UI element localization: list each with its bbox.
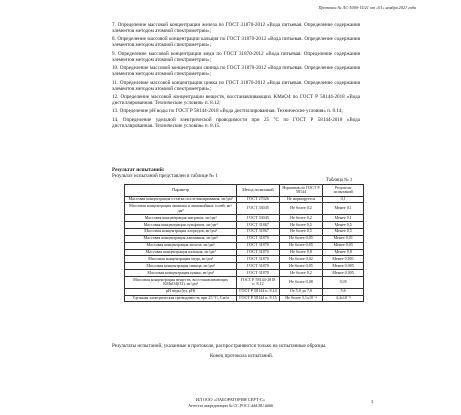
cell-method: ГОСТ 31870 xyxy=(237,242,279,249)
table-caption: Таблица № 1 xyxy=(326,178,353,183)
table-row xyxy=(125,196,364,203)
cell-result: Менее 0,1 xyxy=(323,215,364,222)
cell-norm: Не более 0,5 xyxy=(279,228,323,235)
cell-method: ГОСТ 31867 xyxy=(237,228,279,235)
cell-parameter: Массовая концентрация свинца, мг/дм³ xyxy=(125,263,237,270)
cell-norm: Не более 0,2 xyxy=(279,203,323,215)
header-parameter: Параметр xyxy=(125,185,237,197)
cell-parameter: Удельная электрическая проводимость при 25 °С, См/м xyxy=(125,295,237,302)
table-header-row xyxy=(125,185,364,197)
cell-norm: Не более 0,8 xyxy=(279,249,323,256)
method-item: 11. Определение массовой концентрации цинка по ГОСТ 31870-2012 «Вода питьевая. Определение содержания элементов методом атомной спектрометрии»; xyxy=(112,79,360,92)
table-row xyxy=(125,235,364,242)
results-table xyxy=(124,184,364,302)
cell-parameter: Массовая концентрация алюминия, мг/дм³ xyxy=(125,235,237,242)
table-row xyxy=(125,242,364,249)
method-item: 10. Определение массовой концентрации свинца по ГОСТ 31870-2012 «Вода питьевая. Определение содержания элементов методом атомной спектрометрии»; xyxy=(112,65,360,78)
header-method: Метод испытаний xyxy=(237,185,279,197)
cell-parameter: Массовая концентрация сульфатов, мг/дм³ xyxy=(125,221,237,228)
cell-parameter: Массовая концентрация кальция, мг/дм³ xyxy=(125,249,237,256)
table-row xyxy=(125,295,364,302)
results-subtitle: Результат испытаний представлен в таблице № 1 xyxy=(112,173,218,179)
table-row xyxy=(125,263,364,270)
accreditation-footer: Аттестат аккредитации № СС.РОСС.###.RU.#### xyxy=(188,403,273,408)
cell-method: ГОСТ 33045 xyxy=(237,215,279,222)
cell-parameter: Массовая концентрация хлоридов, мг/дм³ xyxy=(125,228,237,235)
table-row xyxy=(125,203,364,215)
cell-parameter: Массовая концентрация остатка после выпаривания, мг/дм³ xyxy=(125,196,237,203)
cell-norm: Не более 0,05 xyxy=(279,235,323,242)
end-of-protocol: Конец протокола испытаний. xyxy=(210,353,274,359)
table-row xyxy=(125,215,364,222)
cell-result: Менее 0,005 xyxy=(323,270,364,277)
cell-norm: От 5,0 до 7,0 xyxy=(279,288,323,295)
cell-norm: Не более 0,2 xyxy=(279,215,323,222)
cell-parameter: Массовая концентрация нитратов, мг/дм³ xyxy=(125,215,237,222)
cell-norm: Не более 0,2 xyxy=(279,270,323,277)
cell-parameter: Массовая концентрация веществ, восстанавливающих KMnO4(O2), мг/дм³ xyxy=(125,277,237,289)
lab-name-footer: ИЛ ООО «ЛАБОРАТОРИЯ СЕРТ-С» xyxy=(195,397,266,402)
method-item: 7. Определение массовой концентрации железа по ГОСТ 31870-2012 «Вода питьевая. Определение содержания элементов методом атомной спектрометрии»; xyxy=(112,22,360,35)
cell-norm: Не более 0,5 xyxy=(279,221,323,228)
cell-result: 5,6 xyxy=(323,288,364,295)
results-disclaimer: Результаты испытаний, указанные в протоколе, распространяются только на испытанные образцы. xyxy=(112,343,327,349)
cell-method: ГОСТ Р 58144-2018 п. 8.12 xyxy=(237,277,279,289)
cell-norm: Не более 0,08 xyxy=(279,277,323,289)
table-row xyxy=(125,221,364,228)
cell-parameter: pH воды (ед. pH) xyxy=(125,288,237,295)
cell-method: ГОСТ 33045 xyxy=(237,203,279,215)
cell-method: ГОСТ 27026 xyxy=(237,196,279,203)
cell-result: Менее 0,5 xyxy=(323,221,364,228)
cell-result: 4,4х10⁻⁴ xyxy=(323,295,364,302)
results-title: Результат испытаний: xyxy=(112,167,165,173)
cell-parameter: Массовая концентрация аммиака и аммонийных солей, мг/дм³ xyxy=(125,203,237,215)
method-item: 13. Определение pH воды по ГОСТ Р 58144-2018 «Вода дистиллированная. Технические условия» п. 8.14; xyxy=(112,108,343,115)
cell-norm: Не более 0,02 xyxy=(279,256,323,263)
method-item: 14. Определение удельной электрической проводимости при 25 °С по ГОСТ Р 58144-2018 «Вода дистиллированная. Технические условия» п. 8.15. xyxy=(112,116,360,129)
table-row xyxy=(125,288,364,295)
cell-result: Менее 0,1 xyxy=(323,203,364,215)
cell-parameter: Массовая концентрация цинка, мг/дм³ xyxy=(125,270,237,277)
method-item: 9. Определение массовой концентрации меди по ГОСТ 31870-2012 «Вода питьевая. Определение содержания элементов методом атомной спектрометрии»; xyxy=(112,50,360,63)
method-item: 8. Определение массовой концентрации кальция по ГОСТ 31870-2012 «Вода питьевая. Определение содержания элементов методом атомной спектрометрии»; xyxy=(112,36,360,49)
header-norm: Норматив по ГОСТ Р 58144 xyxy=(279,185,323,197)
cell-result: Менее 0,5 xyxy=(323,228,364,235)
method-item: 12. Определение массовой концентрации веществ, восстанавливающих KMnO4 по ГОСТ Р 58144-2018 «Вода дистиллированная. Технические условия» п. 8.12; xyxy=(112,93,360,106)
header-result: Результат испытаний xyxy=(323,185,364,197)
cell-result: Менее 0,001 xyxy=(323,256,364,263)
methods-list xyxy=(112,22,360,131)
cell-result: Менее 0,005 xyxy=(323,263,364,270)
cell-method: ГОСТ 31870 xyxy=(237,235,279,242)
cell-result: 0,1 xyxy=(323,196,364,203)
cell-method: ГОСТ Р 58144 п. 8.15 xyxy=(237,295,279,302)
page-number: 3 xyxy=(371,399,374,404)
protocol-header: Протокол № ЛС-5000-15/21 от «01» ноября 2021 года xyxy=(318,5,416,10)
cell-norm: Не более 0,05 xyxy=(279,242,323,249)
cell-method: ГОСТ 31870 xyxy=(237,256,279,263)
cell-result: 0,05 xyxy=(323,277,364,289)
table-row xyxy=(125,256,364,263)
cell-parameter: Массовая концентрация меди, мг/дм³ xyxy=(125,256,237,263)
cell-norm: Не более 5,1х10⁻⁴ xyxy=(279,295,323,302)
cell-norm: Не нормируется xyxy=(279,196,323,203)
cell-result: Менее 0,8 xyxy=(323,249,364,256)
cell-method: ГОСТ 31867 xyxy=(237,221,279,228)
cell-method: ГОСТ 31870 xyxy=(237,270,279,277)
cell-parameter: Массовая концентрация железа, мг/дм³ xyxy=(125,242,237,249)
cell-norm: Не более 0,05 xyxy=(279,263,323,270)
cell-method: ГОСТ Р 58144 п. 8.14 xyxy=(237,288,279,295)
table-row xyxy=(125,270,364,277)
cell-result: Менее 0,01 xyxy=(323,235,364,242)
table-row xyxy=(125,277,364,289)
cell-method: ГОСТ 31870 xyxy=(237,249,279,256)
table-row xyxy=(125,249,364,256)
cell-result: Менее 0,05 xyxy=(323,242,364,249)
cell-method: ГОСТ 31870 xyxy=(237,263,279,270)
table-row xyxy=(125,228,364,235)
